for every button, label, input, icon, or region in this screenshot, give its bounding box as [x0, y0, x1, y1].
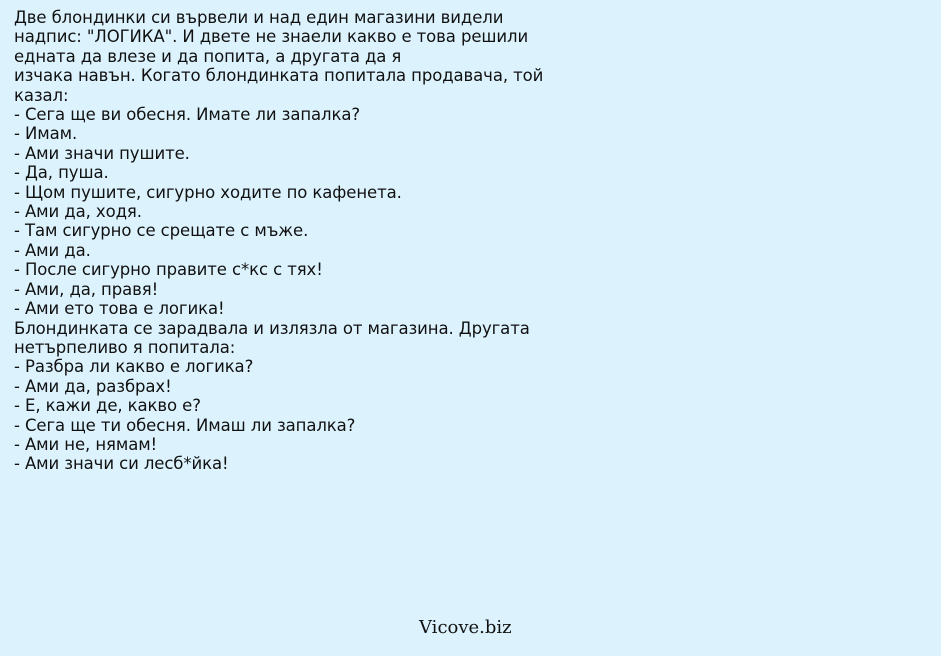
joke-line: - Щом пушите, сигурно ходите по кафенета. [14, 182, 402, 202]
joke-line: изчака навън. Когато блондинката попитала продавача, той [14, 66, 544, 86]
joke-line: нетърпеливо я попитала: [14, 337, 236, 357]
joke-line: - Ами не, нямам! [14, 434, 158, 454]
joke-line: - Да, пуша. [14, 163, 109, 183]
joke-line: - Имам. [14, 124, 78, 144]
joke-line: - Е, кажи де, какво е? [14, 396, 201, 416]
joke-line: Две блондинки си вървели и над един магазини видели [14, 8, 504, 27]
joke-line: - Сега ще ви обесня. Имате ли запалка? [14, 105, 361, 125]
site-watermark: Vicove.biz [419, 617, 512, 638]
joke-line: - Ами значи пушите. [14, 143, 190, 163]
joke-line: надпис: "ЛОГИКА". И двете не знаели какво е това решили [14, 27, 529, 47]
joke-line: - Ами ето това е логика! [14, 299, 225, 319]
joke-line: - Ами да, ходя. [14, 202, 142, 222]
joke-line: - Ами да. [14, 240, 91, 260]
joke-line: - Сега ще ти обесня. Имаш ли запалка? [14, 415, 356, 435]
joke-line: едната да влезе и да попита, а другата да я [14, 46, 402, 66]
joke-text [14, 8, 934, 474]
joke-line: - Разбра ли какво е логика? [14, 357, 254, 377]
joke-line: казал: [14, 85, 69, 105]
joke-line: - Ами да, разбрах! [14, 376, 172, 396]
joke-line: Блондинката се зарадвала и излязла от магазина. Другата [14, 318, 530, 338]
joke-line: - Там сигурно се срещате с мъже. [14, 221, 309, 241]
joke-line: - Ами значи си лесб*йка! [14, 454, 229, 474]
joke-line: - Ами, да, правя! [14, 279, 159, 299]
joke-line: - После сигурно правите с*кс с тях! [14, 260, 323, 280]
